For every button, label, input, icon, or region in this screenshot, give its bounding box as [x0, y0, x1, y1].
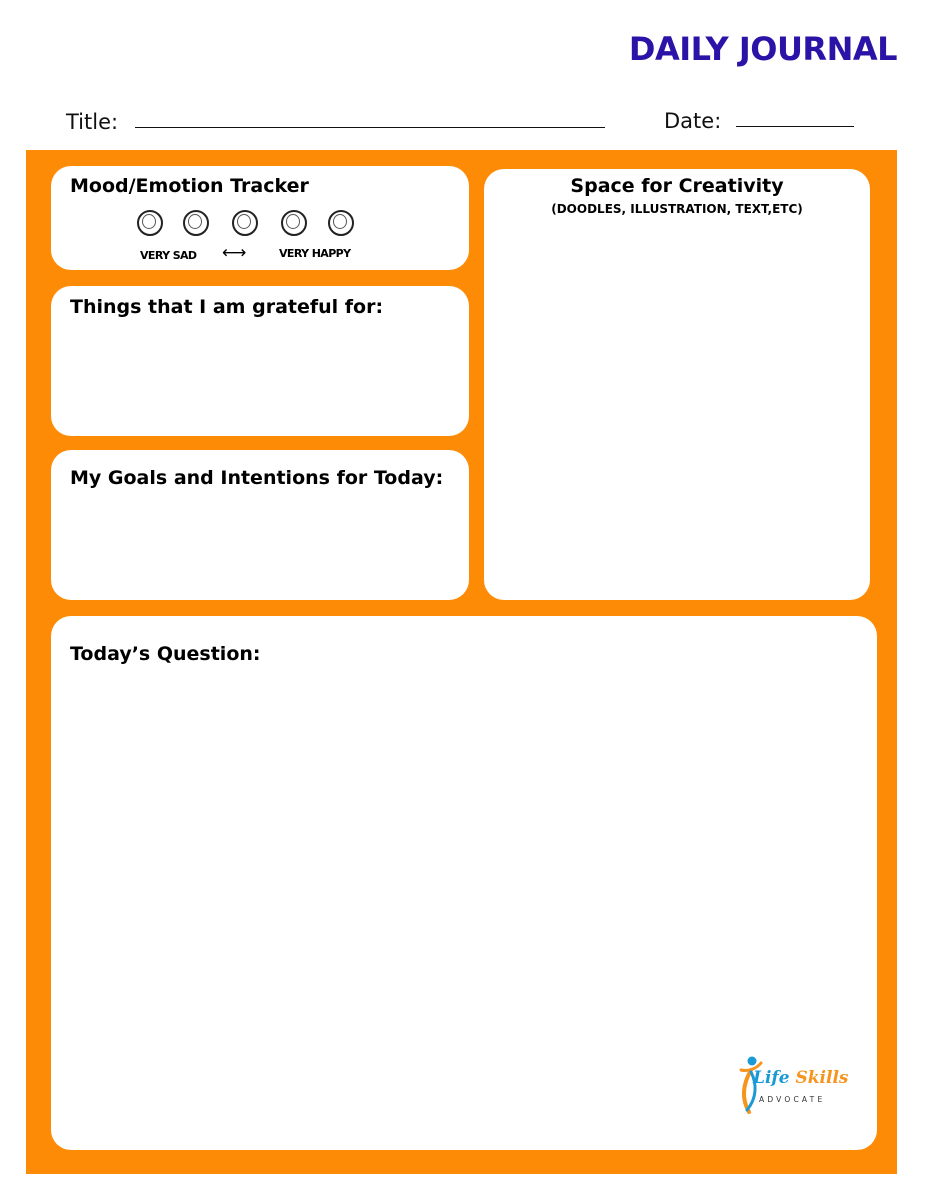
mood-option-3[interactable]: [232, 210, 258, 236]
mood-tracker-card: [51, 166, 469, 270]
page-title: DAILY JOURNAL: [628, 30, 897, 68]
life-skills-advocate-logo: [735, 1052, 847, 1122]
creativity-drawing-area[interactable]: [484, 225, 870, 600]
title-field-label: Title:: [66, 110, 119, 134]
logo-tagline: ADVOCATE: [759, 1095, 826, 1104]
grateful-heading: Things that I am grateful for:: [70, 296, 384, 318]
goals-card: [51, 450, 469, 600]
grateful-writing-area[interactable]: [51, 326, 469, 436]
creativity-subheading: (DOODLES, ILLUSTRATION, TEXT,ETC): [551, 202, 803, 216]
title-field-line[interactable]: [135, 127, 605, 128]
double-arrow-icon: ⟷: [222, 243, 246, 263]
mood-option-4[interactable]: [281, 210, 307, 236]
creativity-card: [484, 169, 870, 600]
mood-option-2[interactable]: [183, 210, 209, 236]
grateful-card: [51, 286, 469, 436]
mood-tracker-heading: Mood/Emotion Tracker: [70, 175, 309, 197]
question-card: [51, 616, 877, 1150]
logo-word-skills: Skills: [795, 1068, 849, 1088]
question-heading: Today’s Question:: [70, 643, 261, 665]
logo-word-life: Life: [753, 1068, 790, 1088]
goals-heading: My Goals and Intentions for Today:: [70, 467, 444, 489]
goals-writing-area[interactable]: [51, 496, 469, 600]
logo-wordmark: [753, 1068, 848, 1088]
very-sad-label: VERY SAD: [140, 249, 197, 262]
date-field-line[interactable]: [736, 126, 854, 127]
date-field-label: Date:: [664, 109, 722, 133]
journal-frame: [26, 150, 897, 1174]
mood-option-5[interactable]: [328, 210, 354, 236]
very-happy-label: VERY HAPPY: [279, 247, 351, 260]
creativity-heading: Space for Creativity: [570, 175, 784, 197]
mood-option-1[interactable]: [137, 210, 163, 236]
